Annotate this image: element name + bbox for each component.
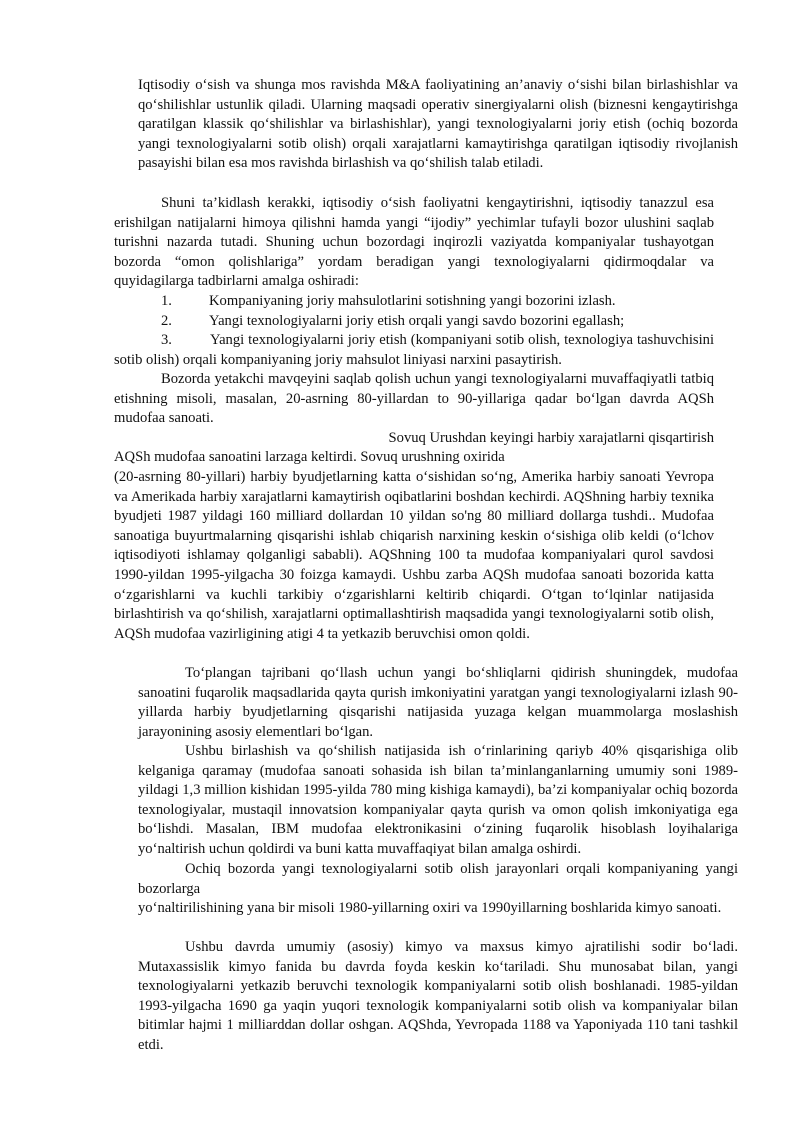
paragraph-cold-war-body: (20-asrning 80-yillari) harbiy byudjetlarning katta o‘sishidan so‘ng, Amerika harbiy sanoati Yevropa va Amerikada harbiy xarajatlarni kamaytirish oqibatlarini boshdan kechirdi. AQShning harbiy texnika byudjeti 1987 yildagi 160 milliard dollardan 10 yildan so'ng 80 milliard dollarga tushdi.. Mudofaa sanoatiga buyurtmalarning qisqarishi ishlab chiqarish narxining keskin o‘sishiga olib keldi (o‘lchov iqtisodiyoti ishlamay qolganligi sababli). AQShning 100 ta mudofaa kompaniyalari qurol savdosi 1990-yildan 1995-yilgacha 30 foizga kamaydi. Ushbu zarba AQSh mudofaa sanoati bozorida katta o‘zgarishlarni va kuchli tarkibiy o‘zgarishlarni keltirib chiqardi. O‘tgan to‘lqinlar natijasida birlashtirish va qo‘shilish, xarajatlarni optimallashtirish maqsadida yangi texnologiyalarni sotib olish, AQSh mudofaa vazirligining atigi 4 ta yetkazib beruvchisi omon qoldi. [114, 469, 714, 642]
list-item-text: Yangi texnologiyalarni joriy etish orqali yangi savdo bozorini egallash; [209, 313, 625, 329]
paragraph-chemistry-period: Ushbu davrda umumiy (asosiy) kimyo va maxsus kimyo ajratilishi sodir bo‘ladi. Mutaxassislik kimyo fanida bu davrda foyda keskin ko‘tariladi. Shu munosabat bilan, yangi texnologiyalarni yetkazib beruvchi texnologik kompaniyalarni sotib olish boshlanadi. 1985-yildan 1993-yilgacha 1690 ga yaqin yuqori texnologik kompaniyalarni sotib olish va kompaniyalar bilan bitimlar hajmi 1 milliarddan dollar oshgan. AQShda, Yevropada 1188 va Yaponiyada 110 tani tashkil etdi. [138, 939, 738, 1053]
list-item-number: 2. [161, 313, 172, 329]
paragraph-economic-growth: Shuni ta’kidlash kerakki, iqtisodiy o‘sish faoliyatni kengaytirishni, iqtisodiy tanazzul esa erishilgan natijalarni himoya qilishni hamda yangi “ijodiy” yechimlar tufayli bozor ulushini saqlab turishni nazarda tutadi. Shuning uchun bozordagi inqirozli vaziyatda kompaniyalar tushayotgan bozorda “omon qolishlariga” yordam beradigan yangi texnologiyalarni qidirmoqdalar va quyidagilarga tadbirlarni amalga oshiradi: [114, 195, 714, 290]
list-item-number: 3. [161, 332, 172, 348]
list-item-text: Kompaniyaning joriy mahsulotlarini sotishning yangi bozorini izlash. [209, 293, 616, 309]
paragraph-chemistry-example: yo‘naltirilishining yana bir misoli 1980-yillarning oxiri va 1990yillarning boshlarida kimyo sanoati. [138, 900, 722, 916]
paragraph-ma-activity: Iqtisodiy o‘sish va shunga mos ravishda M&A faoliyatining an’anaviy o‘sishi bilan birlashishlar va qo‘shilishlar ustunlik qiladi. Ularning maqsadi operativ sinergiyalarni olish (biznesni kengaytirishga qaratilgan klassik qo‘shilishlar va birlashishlar), yangi texnologiyalarni joriy etish (ochiq bozorda yangi texnologiyalarni sotib olish) orqali xarajatlarni kamaytirishga qaratilgan iqtisodiy rivojlanish pasayishi bilan esa mos ravishda birlashish va qo‘shilish talab etiladi. [138, 77, 738, 172]
list-item [161, 312, 714, 332]
paragraph-job-reduction: Ushbu birlashish va qo‘shilish natijasida ish o‘rinlarining qariyb 40% qisqarishiga olib kelganiga qaramay (mudofaa sanoati sohasida ish bilan ta’minlanganlarning umumiy soni 1989-yildagi 1,3 million kishidan 1995-yilda 780 ming kishiga kamaydi), ba’zi kompaniyalar ochiq bozorda texnologiyalar, mustaqil innovatsion kompaniyalar qayta qurish va omon qolish imkoniyatiga ega bo‘lishdi. Masalan, IBM mudofaa elektronikasini o‘zining fuqarolik hisoblash loyihalariga yo‘naltirish uchun qoldirdi va buni katta muvaffaqiyat bilan amalga oshirdi. [138, 743, 738, 857]
list-item [114, 331, 714, 370]
list-item-number: 1. [161, 293, 172, 309]
list-item [161, 292, 714, 312]
paragraph-open-market: Ochiq bozorda yangi texnologiyalarni sotib olish jarayonlari orqali kompaniyaning yangi bozorlarga [138, 861, 738, 897]
paragraph-defense-example: Bozorda yetakchi mavqeyini saqlab qolish uchun yangi texnologiyalarni muvaffaqiyatli tatbiq etishning misoli, masalan, 20-asrning 80-yillardan to 90-yillariga qadar bo‘lgan davrda AQSh mudofaa sanoati. [114, 371, 714, 427]
paragraph-accumulated-experience: To‘plangan tajribani qo‘llash uchun yangi bo‘shliqlarni qidirish shuningdek, mudofaa sanoatini fuqarolik maqsadlarida qayta qurish imkoniyatini yaratgan yangi texnologiyalarni izlash 90-yillarda harbiy byudjetlarning qisqarishi natijasida yuzaga kelgan muammolarga moslashish jarayonining asosiy elementlari bo‘lgan. [138, 665, 738, 740]
list-item-text: Yangi texnologiyalarni joriy etish (kompaniyani sotib olish, texnologiya tashuvchisini sotib olish) orqali kompaniyaning joriy mahsulot liniyasi narxini pasaytirish. [114, 332, 714, 368]
paragraph-cold-war-line: Sovuq Urushdan keyingi harbiy xarajatlarni qisqartirish [388, 430, 714, 446]
paragraph-cold-war-line: AQSh mudofaa sanoatini larzaga keltirdi. Sovuq urushning oxirida [114, 449, 505, 465]
